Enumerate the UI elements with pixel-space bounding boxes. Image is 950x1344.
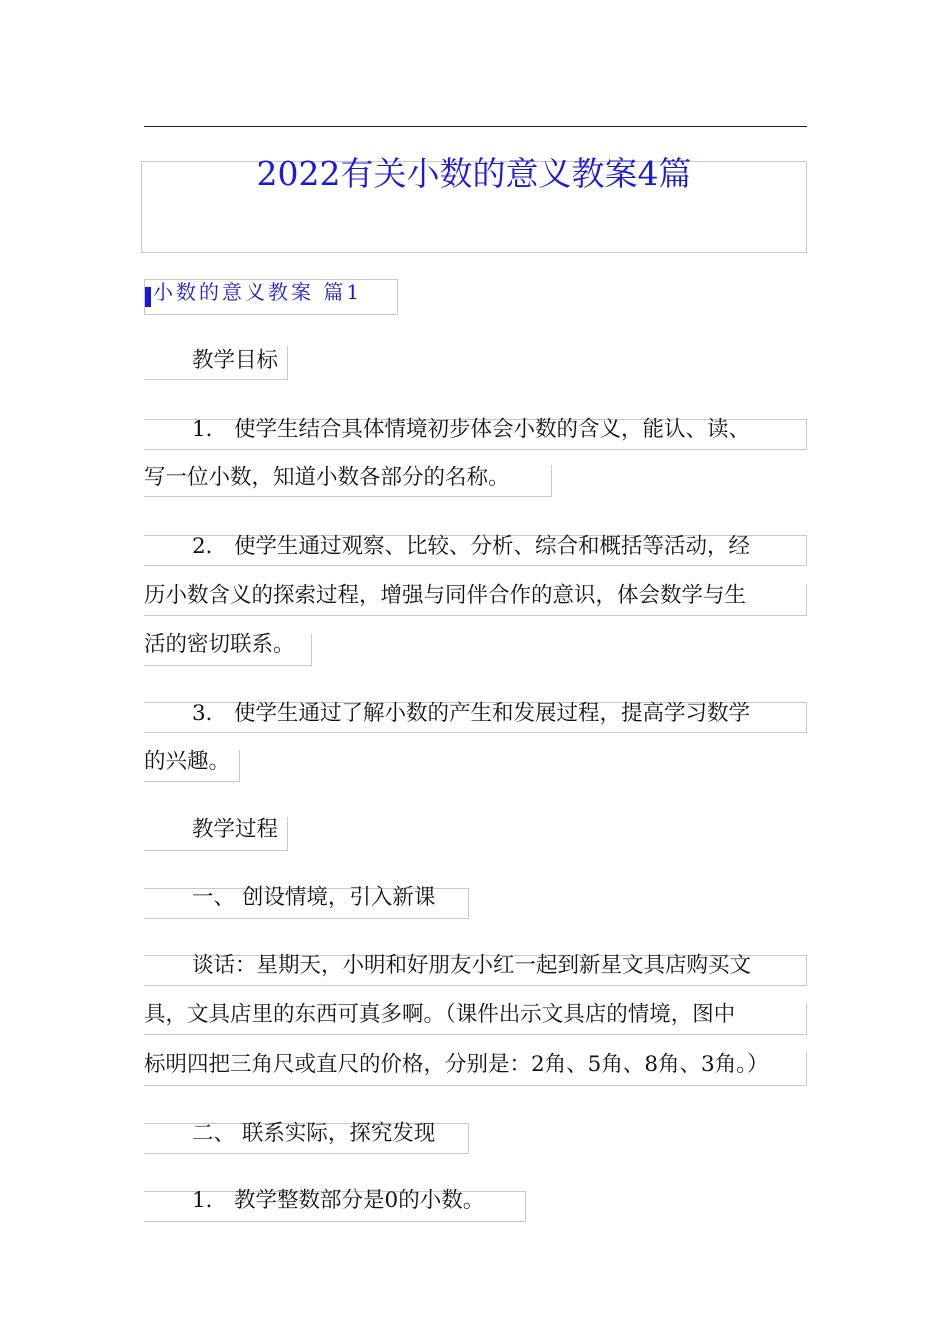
header-rule: [144, 126, 807, 127]
talk-line-3: 标明四把三角尺或直尺的价格，分别是：2角、5角、8角、3角。）: [144, 1052, 769, 1077]
goal-2-line-1: 2． 使学生通过观察、比较、分析、综合和概括等活动，经: [192, 534, 751, 559]
goal-3-line-1: 3． 使学生通过了解小数的产生和发展过程，提高学习数学: [192, 701, 751, 726]
goal-heading: 教学目标: [192, 348, 279, 373]
section-marker: [145, 287, 151, 307]
step-1-heading: 一、 创设情境，引入新课: [192, 885, 436, 910]
goal-2-line-2: 历小数含义的探索过程，增强与同伴合作的意识，体会数学与生: [144, 583, 747, 608]
document-title: 2022有关小数的意义教案4篇: [256, 154, 692, 193]
talk-line-1: 谈话：星期天，小明和好朋友小红一起到新星文具店购买文: [192, 953, 752, 978]
goal-1-line-1: 1． 使学生结合具体情境初步体会小数的含义，能认、读、: [192, 417, 751, 442]
goal-1-line-2: 写一位小数，知道小数各部分的名称。: [144, 465, 510, 490]
talk-line-2: 具，文具店里的东西可真多啊。（课件出示文具店的情境，图中: [144, 1002, 736, 1027]
section-heading[interactable]: 小数的意义教案 篇1: [153, 280, 363, 304]
goal-2-line-3: 活的密切联系。: [144, 632, 295, 657]
teach-1: 1． 教学整数部分是0的小数。: [192, 1188, 485, 1213]
step-2-heading: 二、 联系实际，探究发现: [192, 1121, 436, 1146]
goal-3-line-2: 的兴趣。: [144, 749, 231, 774]
process-heading: 教学过程: [192, 817, 279, 842]
